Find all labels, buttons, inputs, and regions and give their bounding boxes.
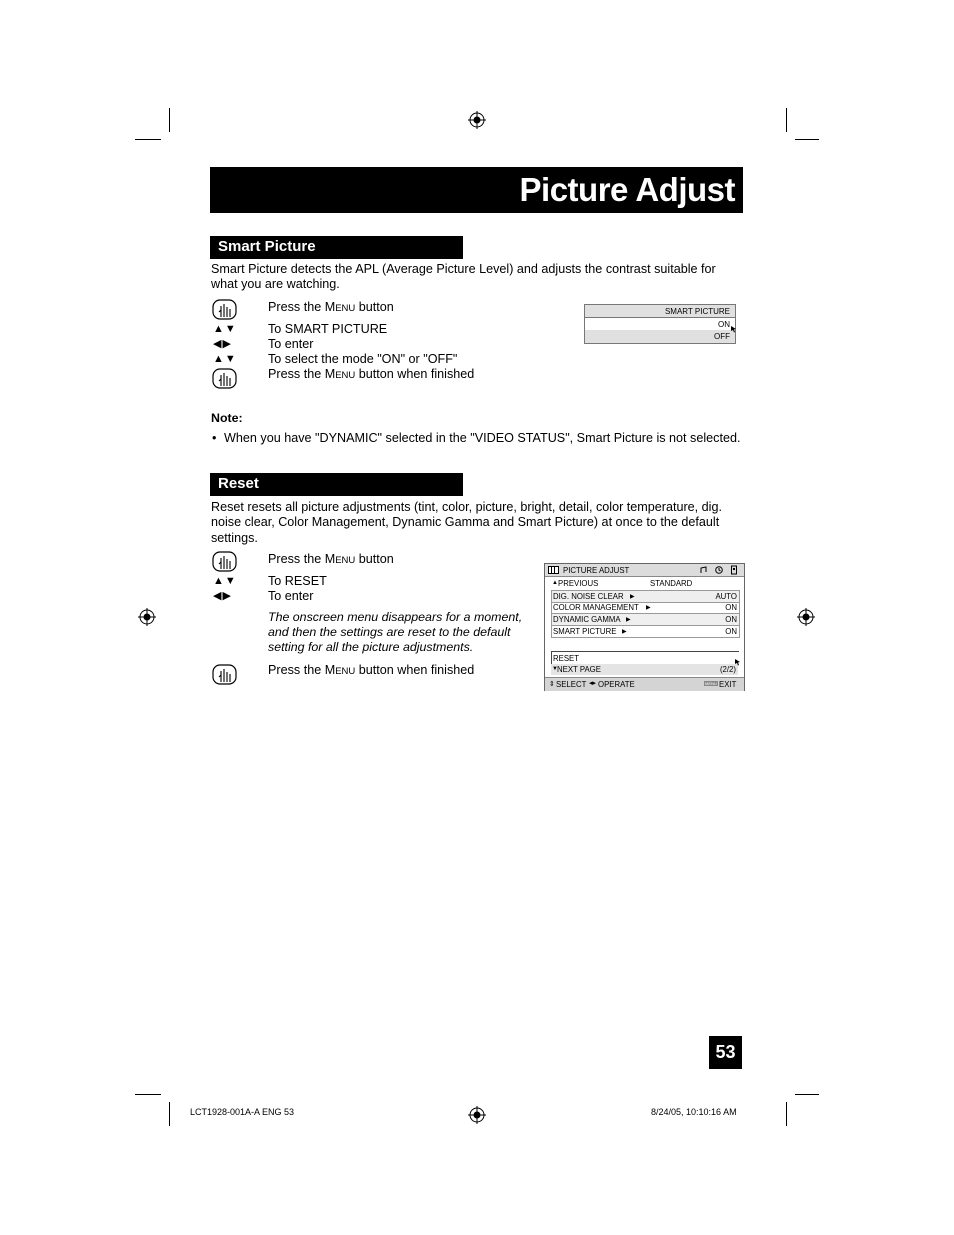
- footer-left: LCT1928-001A-A ENG 53: [190, 1107, 295, 1117]
- up-down-arrows-icon: ▲▼: [213, 353, 237, 365]
- crop-mark: [786, 108, 787, 132]
- step-to-reset: To RESET: [268, 574, 327, 588]
- hand-press-icon: [212, 663, 238, 687]
- step-to-enter: To enter: [268, 337, 314, 351]
- osd-operate: OPERATE: [598, 680, 635, 689]
- left-right-arrows-icon: ◀▶: [213, 338, 232, 350]
- step-press-menu: Press the MENU button: [268, 552, 394, 566]
- osd-previous-row: [551, 578, 738, 589]
- install-menu-icon: [730, 565, 738, 575]
- section-heading-reset: [210, 473, 463, 496]
- registration-mark-icon: [797, 608, 815, 626]
- smart-picture-osd: [584, 304, 736, 344]
- osd-previous-value: STANDARD: [650, 579, 693, 588]
- step-to-smart-picture: To SMART PICTURE: [268, 322, 388, 336]
- section-heading-text: Smart Picture: [218, 238, 316, 255]
- down-small-icon: ▼: [552, 666, 558, 672]
- up-down-arrows-icon: ▲▼: [213, 575, 237, 587]
- right-small-icon: ▶: [622, 629, 627, 635]
- picture-menu-icon: [548, 566, 559, 574]
- osd-next-page-row: [551, 664, 738, 675]
- osd-next-page: NEXT PAGE: [557, 665, 601, 674]
- registration-mark-icon: [468, 111, 486, 129]
- smart-picture-intro: Smart Picture detects the APL (Average Picture Level) and adjusts the contrast suitable for what you are watching.: [211, 262, 716, 292]
- page-title: Picture Adjust: [519, 171, 735, 208]
- osd-row-dynamic-gamma: DYNAMIC GAMMA ▶ ON: [551, 614, 740, 626]
- section-heading-smart-picture: [210, 236, 463, 259]
- note-label: Note:: [211, 411, 243, 425]
- menu-tag-icon: MENU: [705, 681, 717, 686]
- crop-mark: [786, 1102, 787, 1126]
- clock-menu-icon: [715, 566, 723, 574]
- registration-mark-icon: [468, 1106, 486, 1124]
- osd-row-reset: RESET: [551, 651, 739, 664]
- osd-header: PICTURE ADJUST: [563, 566, 630, 575]
- osd-row-smart-picture: SMART PICTURE ▶ ON: [551, 626, 740, 638]
- step-select-mode: To select the mode "ON" or "OFF": [268, 352, 458, 366]
- right-small-icon: ▶: [630, 594, 635, 600]
- hand-press-icon: [212, 367, 238, 391]
- osd-row-color-management: COLOR MANAGEMENT ▶ ON: [551, 602, 740, 614]
- note-text: When you have "DYNAMIC" selected in the "VIDEO STATUS", Smart Picture is not selected.: [224, 431, 741, 445]
- osd-footer-bar: [545, 677, 744, 691]
- section-heading-text: Reset: [218, 475, 259, 492]
- osd-exit: EXIT: [719, 680, 737, 689]
- crop-mark: [795, 1094, 819, 1095]
- osd-header-bar: [545, 564, 744, 577]
- right-small-icon: ▶: [626, 617, 631, 623]
- footer-right: 8/24/05, 10:10:16 AM: [651, 1107, 737, 1117]
- crop-mark: [135, 1094, 161, 1095]
- note-bullet: •: [212, 431, 217, 445]
- page-number: 53: [709, 1036, 742, 1069]
- crop-mark: [169, 1102, 170, 1126]
- osd-option-on: ON: [718, 320, 730, 329]
- picture-adjust-osd: [544, 563, 745, 691]
- step-press-menu: Press the MENU button: [268, 300, 394, 314]
- crop-mark: [795, 139, 819, 140]
- osd-option-off: OFF: [714, 332, 730, 341]
- osd-row-dig-noise-clear: DIG. NOISE CLEAR ▶ AUTO: [551, 590, 740, 603]
- cursor-icon: [731, 326, 737, 333]
- hand-press-icon: [212, 550, 238, 574]
- up-small-icon: ▲: [552, 580, 558, 586]
- registration-mark-icon: [138, 608, 156, 626]
- hand-press-icon: [212, 298, 238, 322]
- step-press-menu-finished: Press the MENU button when finished: [268, 663, 475, 677]
- up-down-small-icon: ⇕: [549, 681, 555, 688]
- osd-select: SELECT: [556, 680, 587, 689]
- left-right-small-icon: ◂▸: [589, 680, 597, 687]
- step-press-menu-finished: Press the MENU button when finished: [268, 367, 475, 381]
- reset-intro: Reset resets all picture adjustments (tint, color, picture, bright, detail, color temperature, dig. noise clear, Color Management, Dynamic Gamma and Smart Picture) at once to the default settings.: [211, 500, 722, 545]
- osd-previous: PREVIOUS: [558, 579, 599, 588]
- reset-italic-note: The onscreen menu disappears for a moment, and then the settings are reset to the default setting for all the picture adjustments.: [268, 610, 523, 655]
- crop-mark: [135, 139, 161, 140]
- sound-menu-icon: [700, 566, 708, 574]
- left-right-arrows-icon: ◀▶: [213, 590, 232, 602]
- up-down-arrows-icon: ▲▼: [213, 323, 237, 335]
- osd-header: SMART PICTURE: [664, 307, 730, 316]
- crop-mark: [169, 108, 170, 132]
- step-to-enter: To enter: [268, 589, 314, 603]
- osd-page-indicator: (2/2): [719, 665, 736, 674]
- right-small-icon: ▶: [646, 605, 651, 611]
- cursor-icon: [735, 659, 741, 666]
- page-title-bar: [210, 167, 743, 213]
